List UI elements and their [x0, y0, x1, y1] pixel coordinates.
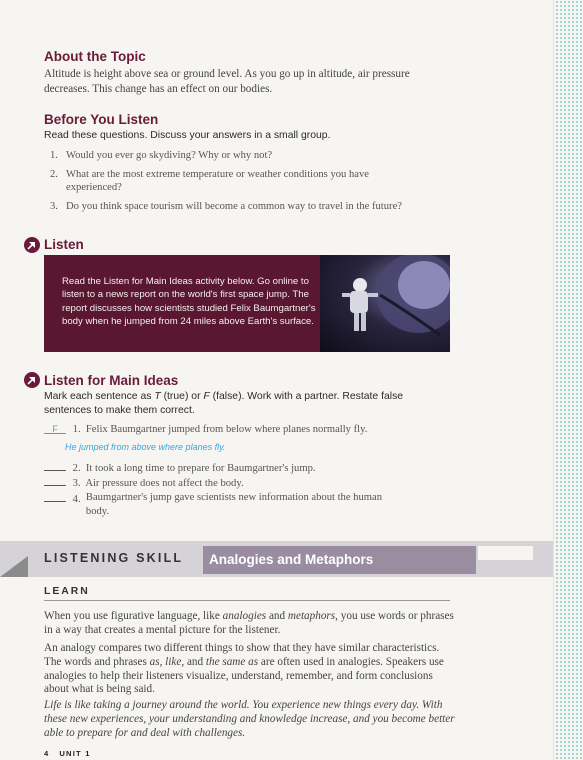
before-listen-instruction: Read these questions. Discuss your answers in a small group. [44, 130, 331, 141]
question-item: 2. What are the most extreme temperature or weather conditions you have experienced? [50, 168, 369, 193]
page-footer [44, 749, 91, 758]
tf-item: 4. Baumgartner's jump gave scientists new information about the human body. [44, 491, 404, 518]
headphones-icon [24, 372, 40, 388]
skill-subtitle: Analogies and Metaphors [203, 546, 476, 574]
learn-paragraph-3: Life is like taking a journey around the world. You experience new things every day. With these new experiences, your understanding and knowledge increase, and you become better able to prepare for and deal with challenges. [44, 699, 455, 739]
main-ideas-instruction: Mark each sentence as T (true) or F (false). Work with a partner. Restate false sentences to make them correct. [44, 391, 404, 416]
tf-item: 2. It took a long time to prepare for Baumgartner's jump. [44, 460, 316, 476]
before-listen-questions [46, 149, 406, 218]
answer-blank[interactable] [44, 475, 66, 486]
question-item: 3. Do you think space tourism will become a common way to travel in the future? [50, 200, 402, 212]
answer-blank[interactable] [44, 491, 66, 502]
about-topic-text: Altitude is height above sea or ground level. As you go up in altitude, air pressure decreases. This change has an effect on our bodies. [44, 68, 410, 95]
margin-dot-pattern [555, 0, 583, 760]
space-jump-photo [320, 255, 450, 352]
before-listen-heading: Before You Listen [44, 112, 159, 127]
about-topic-heading: About the Topic [44, 49, 146, 64]
page-gutter-line [553, 0, 554, 760]
tf-item: F 1. Felix Baumgartner jumped from below where planes normally fly. [44, 423, 367, 437]
listen-info-box [44, 255, 450, 352]
unit-label: UNIT 1 [59, 749, 91, 758]
question-item: 1. Would you ever go skydiving? Why or why not? [50, 150, 273, 161]
listen-box-text: Read the Listen for Main Ideas activity below. Go online to listen to a news report on the world's first space jump. The report discusses how scientists studied Felix Baumgartner's body when he jumped from 24 miles above Earth's surface. [62, 276, 316, 328]
skill-banner-corner [0, 556, 28, 577]
listen-heading: Listen [44, 237, 84, 252]
tf-item: 3. Air pressure does not affect the body. [44, 475, 244, 491]
answer-blank[interactable]: F [44, 423, 66, 434]
example-correction: He jumped from above where planes fly. [65, 442, 226, 452]
headphones-icon [24, 237, 40, 253]
answer-blank[interactable] [44, 460, 66, 471]
skill-title: LISTENING SKILL [44, 551, 184, 565]
skill-banner-tab [478, 546, 533, 560]
page-number: 4 [44, 749, 50, 758]
learn-paragraph-1: When you use figurative language, like analogies and metaphors, you use words or phrases in a way that creates a mental picture for the listener. [44, 610, 454, 636]
main-ideas-heading: Listen for Main Ideas [44, 373, 179, 388]
learn-divider [44, 600, 450, 601]
learn-label: LEARN [44, 586, 90, 597]
learn-paragraph-2: An analogy compares two different things to show that they have similar characteristics. The words and phrases as, like, and the same as are often used in analogies. Speakers use analogies to help their listeners visualize, understand, remember, and form conclusions about what is being said. [44, 642, 444, 696]
